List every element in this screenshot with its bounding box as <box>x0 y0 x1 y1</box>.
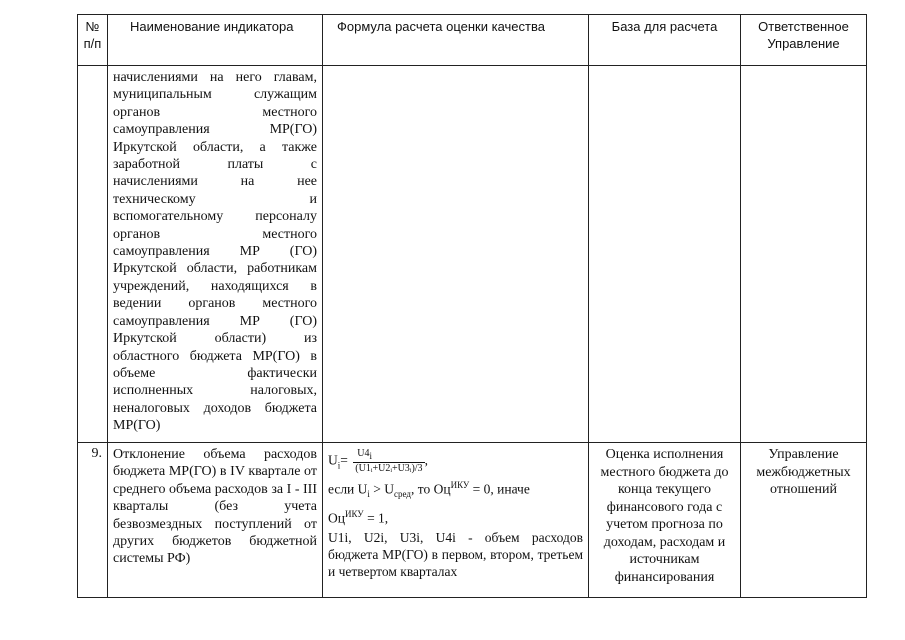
cell-num-empty <box>78 66 108 443</box>
continuation-line: органов местного <box>113 226 317 242</box>
continuation-line: самоуправления МР(ГО) <box>113 122 317 138</box>
continuation-line: вспомогательному персоналу <box>113 209 317 225</box>
continuation-line: техническому и <box>113 191 317 207</box>
continuation-line: начислениями на нее <box>113 174 317 190</box>
cell-indicator-continuation <box>108 66 323 443</box>
header-responsible: Ответственное Управление <box>741 15 867 66</box>
continuation-line: самоуправления МР (ГО) <box>113 244 317 260</box>
cell-responsible-9: Управление межбюджетных отношений <box>741 443 867 598</box>
cell-indicator-9: Отклонение объема расходов бюджета МР(ГО) в IV квартале от среднего объема расходов за I - III кварталы (без учета безвозмездных поступлений от других бюджетов бюджетной системы РФ) <box>108 443 323 598</box>
continuation-line: муниципальным служащим <box>113 87 317 103</box>
formula-else: $Оц^{ИКУ} = 1$, <box>328 508 389 526</box>
indicator-table <box>77 14 867 598</box>
table-row-continuation <box>78 66 867 443</box>
cell-base-empty <box>589 66 741 443</box>
continuation-line: Иркутской области) из <box>113 331 317 347</box>
cell-formula-9 <box>323 443 589 598</box>
header-num: № п/п <box>78 15 108 66</box>
continuation-line: учреждений, находящихся в <box>113 278 317 294</box>
header-formula: Формула расчета оценки качества <box>323 15 589 66</box>
cell-base-9: Оценка исполнения местного бюджета до конца текущего финансового года с учетом прогноза по доходам, расходам и источникам финансирования <box>589 443 741 598</box>
continuation-line: неналоговых доходов бюджета <box>113 400 317 416</box>
continuation-line: заработной платы с <box>113 157 317 173</box>
cell-num-9: 9. <box>78 443 108 598</box>
table-header-row <box>78 15 867 66</box>
continuation-line: МР(ГО) <box>113 418 161 434</box>
formula-description: U1i, U2i, U3i, U4i - объем расходов бюджета МР(ГО) в первом, втором, третьем и четвертом кварталах <box>328 529 583 580</box>
continuation-line: Иркутской области, а также <box>113 139 317 155</box>
continuation-line: областного бюджета МР(ГО) в <box>113 348 317 364</box>
continuation-text <box>113 69 317 435</box>
table-row-9 <box>78 443 867 598</box>
continuation-line: Иркутской области, работникам <box>113 261 317 277</box>
cell-responsible-empty <box>741 66 867 443</box>
continuation-line: исполненных налоговых, <box>113 383 317 399</box>
continuation-line: самоуправления МР (ГО) <box>113 313 317 329</box>
continuation-line: начислениями на него главам, <box>113 70 317 85</box>
header-indicator: Наименование индикатора <box>108 15 323 66</box>
formula-main: $U_i=$ $\frac{U4_i}{\text{(U1ᵢ+U2ᵢ+U3ᵢ)/3}}$ , <box>328 448 428 474</box>
continuation-line: объеме фактически <box>113 365 317 381</box>
formula-fraction: $\frac{U4_i}{\text{(U1ᵢ+U2ᵢ+U3ᵢ)/3}}$ <box>355 448 423 474</box>
formula-condition: если $U_i > U_{сред}$, то $Оц^{ИКУ} = 0$, иначе <box>328 480 530 500</box>
continuation-line: ведении органов местного <box>113 296 317 312</box>
header-base: База для расчета <box>589 15 741 66</box>
continuation-line: органов местного <box>113 104 317 120</box>
cell-formula-empty <box>323 66 589 443</box>
